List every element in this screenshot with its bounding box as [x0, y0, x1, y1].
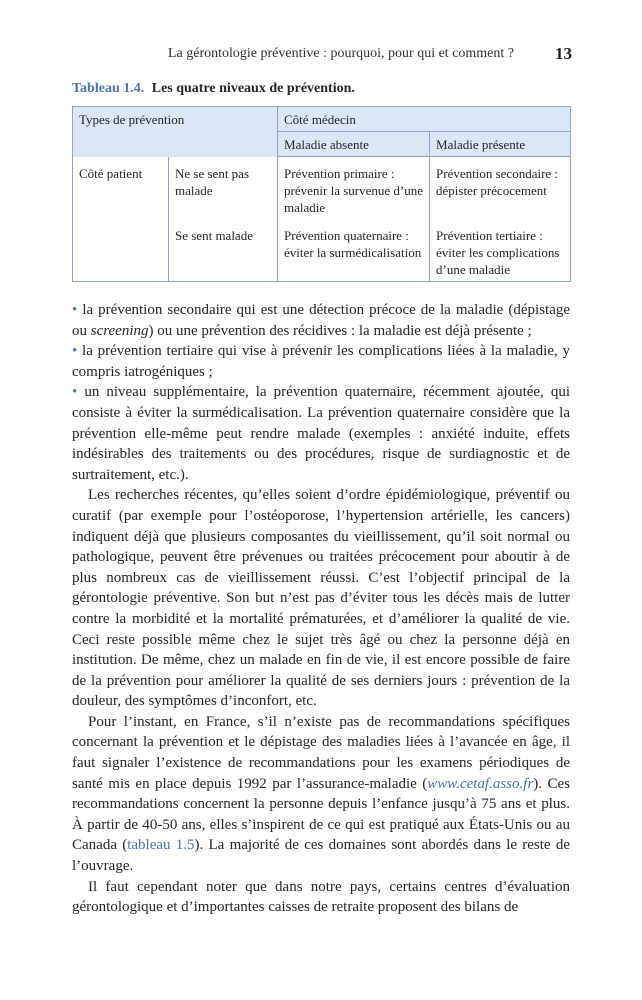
para2-text-c: ). La majorité de ces domaines sont abordés dans le reste de l’ouvrage. — [72, 837, 570, 875]
cell-absente: Prévention primaire : prévenir la survenue d’une maladie — [278, 157, 430, 220]
header-types: Types de prévention — [79, 112, 185, 127]
row-label-patient: Côté patient — [79, 165, 143, 181]
prevention-levels-table — [72, 106, 571, 282]
bullet-item — [72, 382, 570, 485]
bullet-icon: • — [72, 343, 78, 360]
bullet-icon: • — [72, 302, 78, 318]
col-header-presente: Maladie présente — [430, 132, 571, 157]
bullet2-text: la prévention tertiaire qui vise à prévenir les complications liées à la maladie, y compris iatrogéniques ; — [72, 343, 570, 380]
bullet-icon: • — [72, 384, 78, 401]
cell-presente: Prévention tertiaire : éviter les complications d’une maladie — [430, 219, 571, 282]
cell-presente: Prévention secondaire : dépister précocement — [430, 157, 571, 220]
bullet1-text-a: la prévention secondaire qui est une détection précoce de la maladie (dépistage ou — [72, 302, 571, 339]
cell-absente: Prévention quaternaire : éviter la surmédicalisation — [278, 219, 430, 282]
header-medecin: Côté médecin — [284, 112, 356, 127]
bullet3-text: un niveau supplémentaire, la prévention quaternaire, récemment ajoutée, qui consiste à éviter la surmédicalisation. La prévention quaternaire considère que la prévention elle-même peut rendre malade (exemples : anxiété induite, effets indésirables des traitements ou des procédures, risque de surdiagnostic et de surtraitement, etc.). — [72, 384, 571, 483]
running-header — [72, 44, 572, 66]
bullet-item — [72, 300, 570, 341]
table-caption — [72, 81, 355, 97]
header-medecin-cell — [278, 107, 571, 132]
bullet-item — [72, 341, 570, 382]
table-caption-text: Les quatre niveaux de prévention. — [151, 81, 355, 96]
body-text — [72, 300, 570, 918]
cell-patient-state: Ne se sent pas malade — [169, 157, 278, 220]
table-reference-link[interactable]: tableau 1.5 — [127, 837, 195, 854]
paragraph — [72, 712, 570, 877]
bullet1-emphasis: screening — [90, 322, 149, 339]
paragraph: Il faut cependant noter que dans notre pays, certains centres d’évaluation gérontologique et d’importantes caisses de retraite proposent des bilans de — [72, 878, 570, 916]
bullet1-text-b: ) ou une prévention des récidives : la maladie est déjà présente ; — [148, 322, 532, 339]
header-types-cell — [73, 107, 278, 157]
para2-text-b: ). Ces recommandations concernent la personne depuis l’enfance jusqu’à 75 ans et plus. À partir de 40-50 ans, elles s’inspirent de ce qui est pratiqué aux États-Unis ou au Canada ( — [72, 775, 570, 854]
running-title: La gérontologie préventive : pourquoi, pour qui et comment ? — [167, 46, 514, 61]
table-caption-number: Tableau 1.4. — [72, 81, 145, 96]
table-header-row — [73, 107, 571, 132]
paragraph: Les recherches récentes, qu’elles soient d’ordre épidémiologique, préventif ou curatif (par exemple pour l’ostéoporose, l’hypertension artérielle, les cancers) indiquent déjà que plusieurs composantes du vieillissement, qu’il soit normal ou pathologique, peuvent être prévenues ou traitées précocement pour aboutir à de plus nombreux cas de vieillissement réussi. C’est l’objectif principal de la gérontologie préventive. Son but n’est pas d’éviter tous les décès mais de lutter contre la morbidité et la mortalité prématurées, et d’améliorer la qualité de vie. Ceci reste possible même chez le sujet très âgé ou chez la personne déjà en institution. De même, chez un malade en fin de vie, il est encore possible de faire de la prévention pour améliorer la qualité de ses derniers jours : prévention de la douleur, des symptômes d’inconfort, etc. — [72, 487, 570, 710]
col-header-absente: Maladie absente — [278, 132, 430, 157]
para2-text-a: Pour l’instant, en France, s’il n’existe pas de recommandations spécifiques concernant la prévention et le dépistage des maladies liées à l’avancée en âge, il faut signaler l’existence de recommandations pour les examens périodiques de santé mis en place depuis 1992 par l’assurance-maladie ( — [72, 713, 570, 792]
page-number: 13 — [555, 44, 572, 63]
cetaf-link[interactable]: www.cetaf.asso.fr — [427, 775, 534, 792]
cell-patient-state: Se sent malade — [169, 219, 278, 282]
table-row — [73, 157, 571, 220]
